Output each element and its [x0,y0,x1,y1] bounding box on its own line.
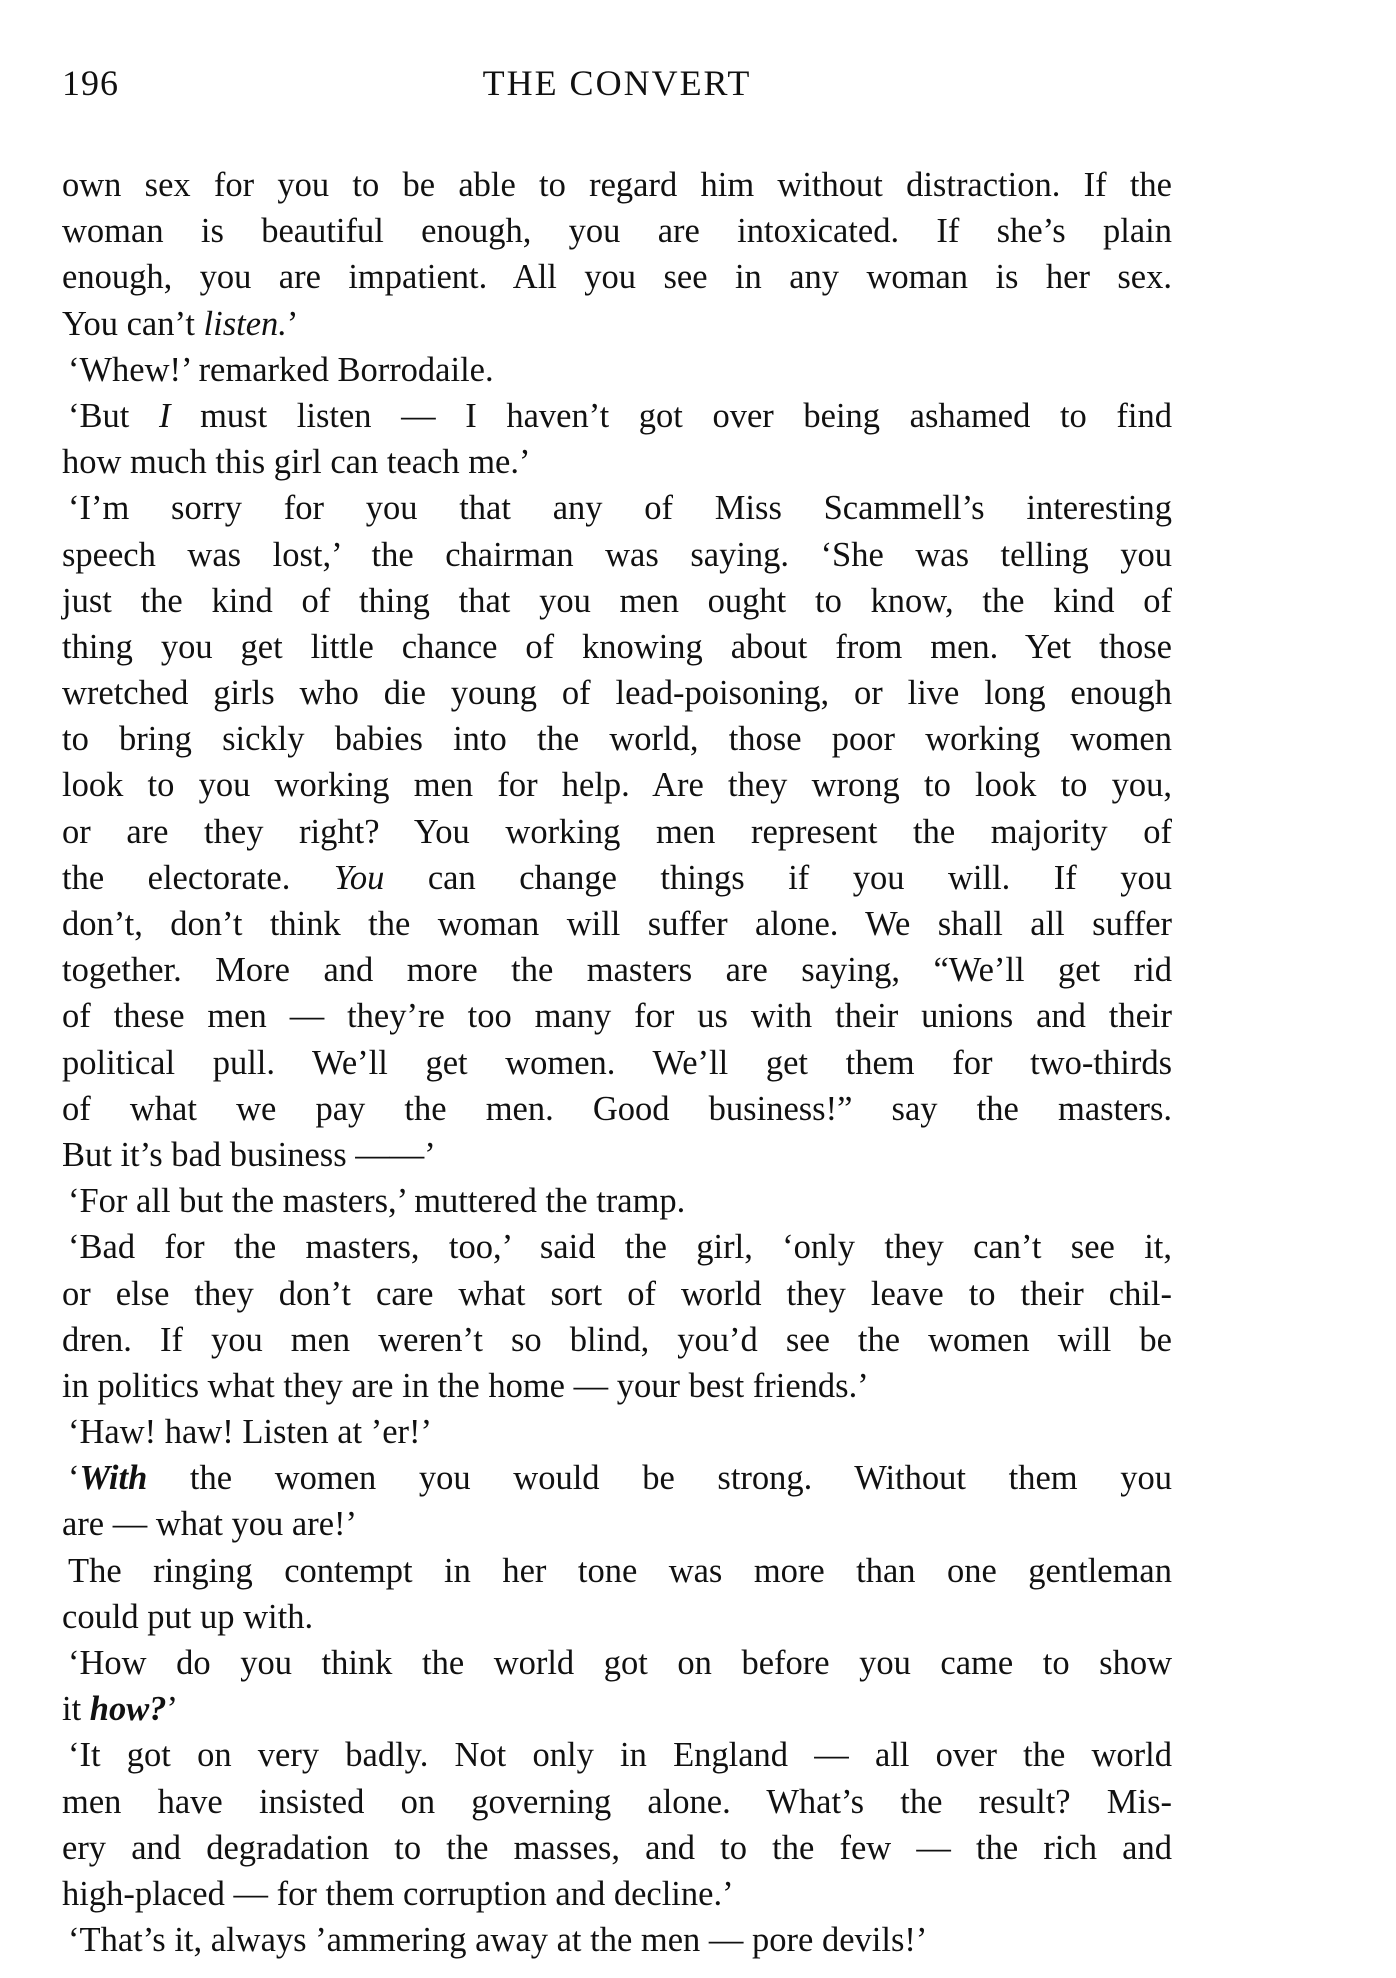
text-segment: But it’s bad business ——’ [62,1135,436,1174]
text-segment: of what we pay the men. Good business!” say the masters. [62,1089,1172,1128]
text-line [62,901,1172,947]
text-segment: could put up with. [62,1597,314,1636]
text-segment: the women you would be strong. Without them you [147,1459,1172,1498]
text-line [62,1224,1172,1270]
text-segment: the electorate. [62,858,334,897]
text-line [62,1825,1172,1871]
text-line [62,1732,1172,1778]
text-line [62,347,1172,393]
text-segment: ‘I’m sorry for you that any of Miss Scammell’s interesting [68,489,1172,528]
text-line [62,1871,1172,1917]
text-segment: own sex for you to be able to regard him without distraction. If the [62,166,1172,204]
page-number: 196 [62,63,119,103]
text-segment: ‘Haw! haw! Listen at ’er!’ [68,1413,432,1452]
text-segment: ’ [166,1690,178,1729]
text-line [62,393,1172,439]
text-line [62,1455,1172,1501]
text-line [62,1594,1172,1640]
text-line [62,1317,1172,1363]
text-line [62,208,1172,254]
text-line [62,762,1172,808]
text-line [62,1686,1172,1732]
text-segment: ‘How do you think the world got on before you came to show [68,1644,1172,1682]
text-segment: ‘But [68,396,159,435]
text-line [62,947,1172,993]
text-line [62,1040,1172,1086]
text-segment: to bring sickly babies into the world, those poor working women [62,720,1172,759]
text-segment: You can’t [62,304,204,343]
text-segment: together. More and more the masters are saying, “We’ll get rid [62,951,1172,990]
text-segment: The ringing contempt in her tone was more than one gentleman [68,1551,1172,1590]
text-line [62,855,1172,901]
text-line [62,1779,1172,1825]
text-segment: just the kind of thing that you men ought to know, the kind of [62,581,1172,620]
text-line [62,809,1172,855]
text-line [62,1917,1172,1963]
text-line [62,1548,1172,1594]
text-line [62,439,1172,485]
text-segment: don’t, don’t think the woman will suffer alone. We shall all suffer [62,905,1172,943]
text-segment: With [79,1459,148,1498]
text-segment: men have insisted on governing alone. What’s the result? Mis- [62,1782,1172,1821]
text-segment: ery and degradation to the masses, and to the few — the rich and [62,1828,1172,1867]
text-segment: can change things if you will. If you [384,858,1172,897]
text-line [62,1501,1172,1547]
text-segment: or are they right? You working men represent the majority of [62,812,1172,851]
text-line [62,1640,1172,1686]
text-segment: high-placed — for them corruption and decline.’ [62,1874,734,1913]
text-line [62,1086,1172,1132]
text-line [62,624,1172,670]
text-line [62,1409,1172,1455]
text-line [62,485,1172,531]
text-segment: You [333,858,385,897]
text-line [62,1178,1172,1224]
text-line [62,1271,1172,1317]
text-segment: I [158,396,171,435]
text-segment: ‘Whew!’ remarked Borrodaile. [68,350,494,389]
text-line [62,1363,1172,1409]
text-segment: ‘For all but the masters,’ muttered the tramp. [68,1182,686,1221]
text-segment: political pull. We’ll get women. We’ll get them for two-thirds [62,1043,1172,1082]
text-segment: woman is beautiful enough, you are intoxicated. If she’s plain [62,212,1172,251]
text-segment: enough, you are impatient. All you see in any woman is her sex. [62,258,1172,297]
text-segment: must listen — I haven’t got over being ashamed to find [170,396,1172,435]
running-title: THE CONVERT [482,63,752,103]
text-line [62,716,1172,762]
body-text [62,162,1172,1963]
text-segment: how much this girl can teach me.’ [62,443,531,482]
text-segment: it [62,1690,90,1729]
text-segment: are — what you are!’ [62,1505,358,1544]
text-line [62,162,1172,208]
text-line [62,254,1172,300]
text-line [62,301,1172,347]
text-segment: in politics what they are in the home — your best friends.’ [62,1366,869,1405]
text-line [62,578,1172,624]
text-segment: ‘It got on very badly. Not only in England — all over the world [68,1736,1172,1775]
text-segment: of these men — they’re too many for us with their unions and their [62,997,1172,1036]
text-segment: ‘That’s it, always ’ammering away at the men — pore devils!’ [68,1921,928,1960]
text-segment: wretched girls who die young of lead-poisoning, or live long enough [62,674,1172,713]
text-segment: or else they don’t care what sort of world they leave to their chil- [62,1274,1172,1313]
text-segment: thing you get little chance of knowing about from men. Yet those [62,627,1172,666]
text-segment: speech was lost,’ the chairman was saying. ‘She was telling you [62,535,1172,574]
text-segment: look to you working men for help. Are they wrong to look to you, [62,766,1172,805]
text-line [62,993,1172,1039]
text-line [62,1132,1172,1178]
text-segment: ‘Bad for the masters, too,’ said the girl, ‘only they can’t see it, [68,1228,1172,1267]
running-header [62,62,1172,122]
text-line [62,670,1172,716]
text-segment: ‘ [68,1459,80,1498]
text-segment: ’ [286,304,299,343]
text-segment: how? [89,1690,167,1729]
text-segment: listen. [203,304,287,343]
text-line [62,532,1172,578]
text-segment: dren. If you men weren’t so blind, you’d see the women will be [62,1320,1172,1359]
